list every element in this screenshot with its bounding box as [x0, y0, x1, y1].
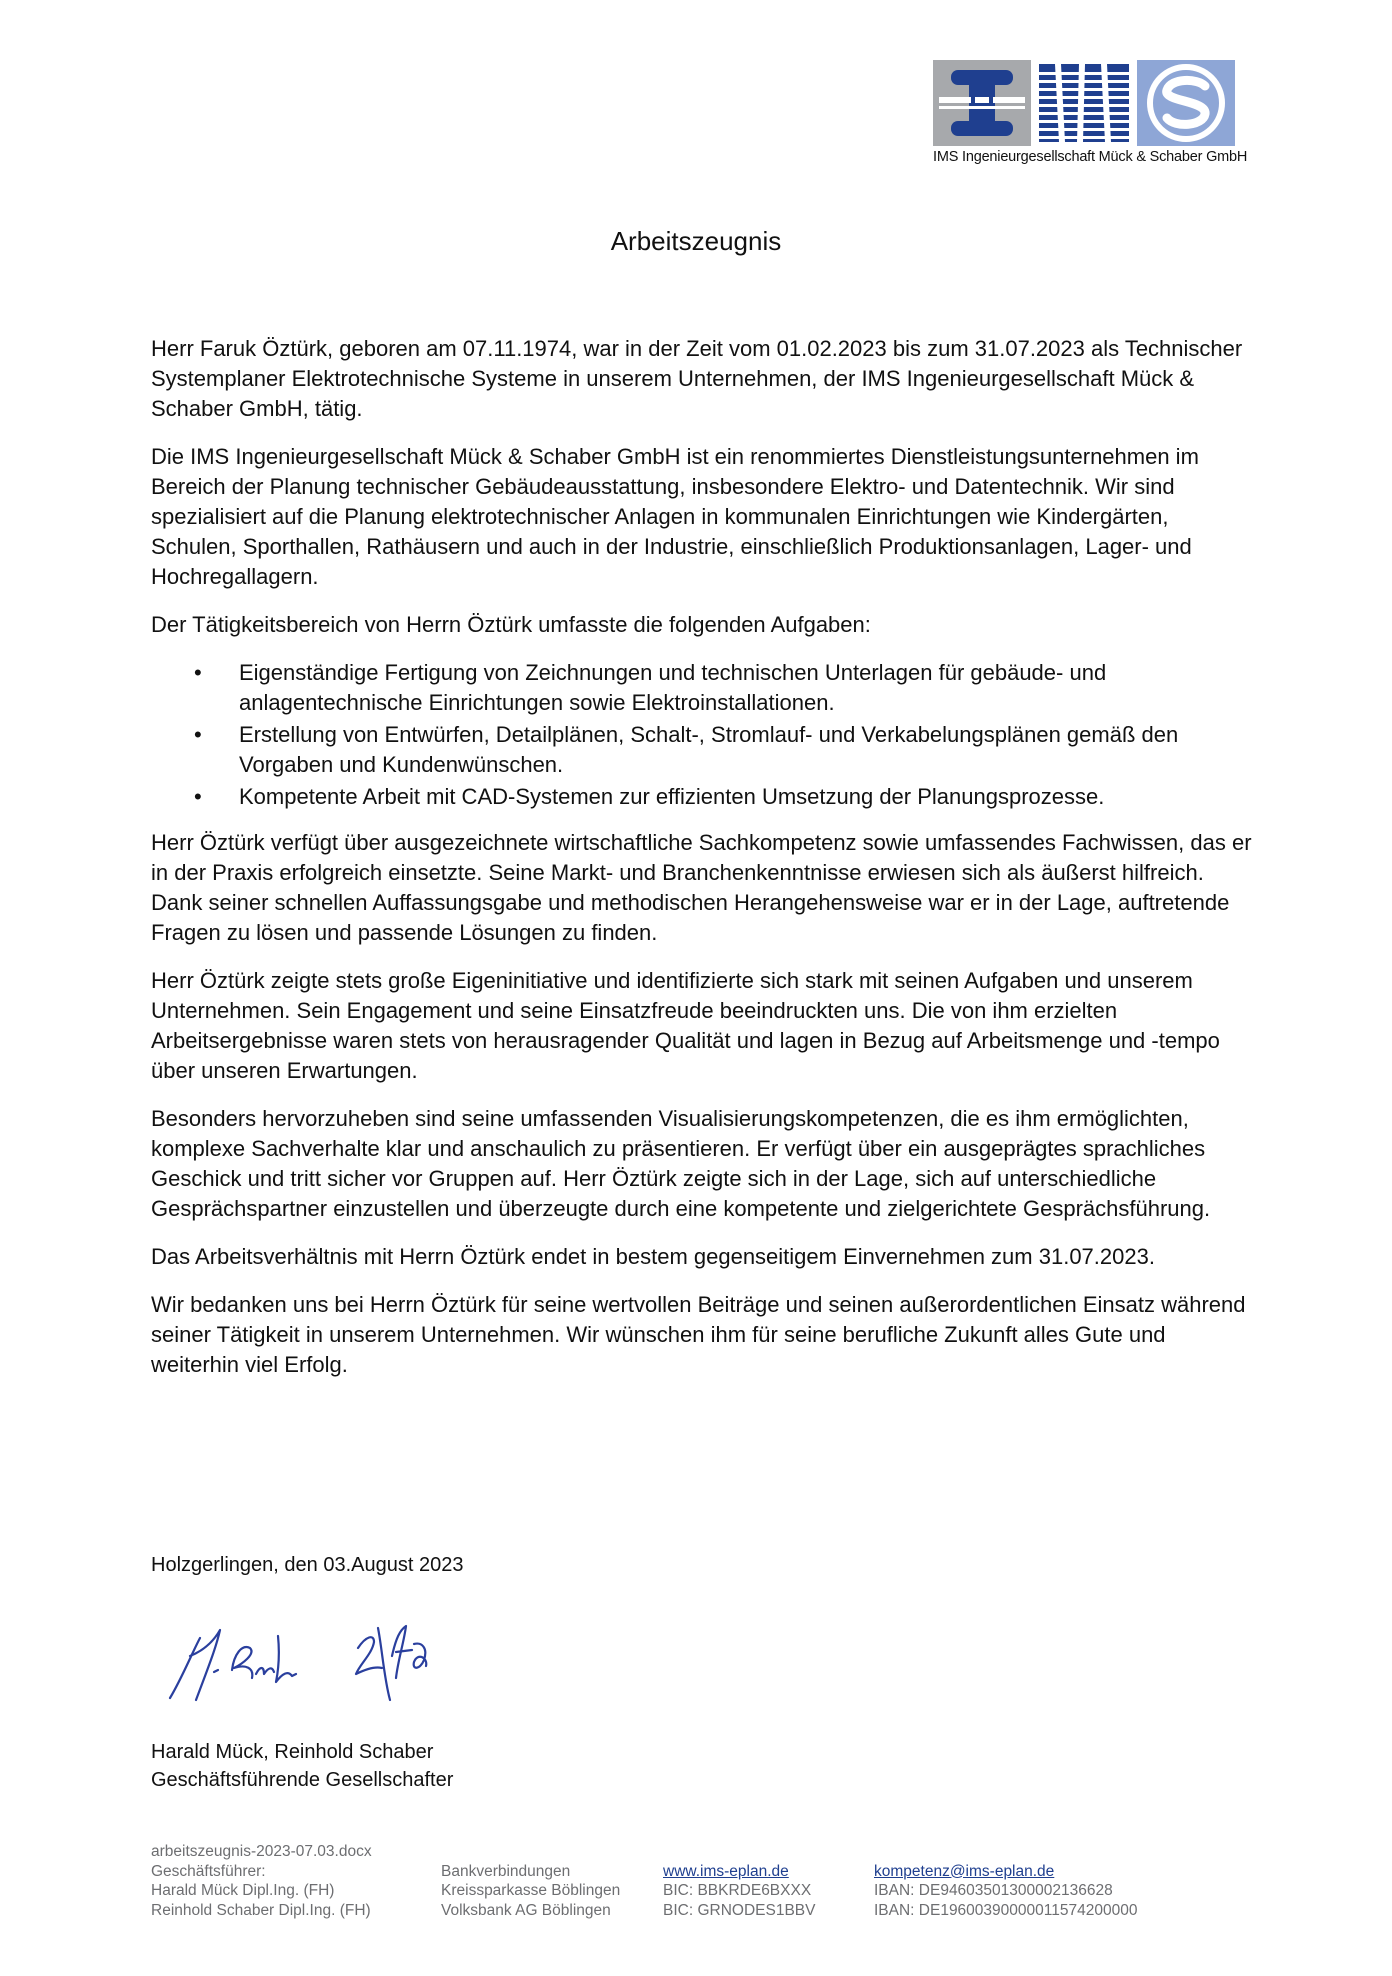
footer-management-heading: Geschäftsführer:: [151, 1862, 266, 1880]
list-item: • Eigenständige Fertigung von Zeichnungen und technischen Unterlagen für gebäude- und anlagentechnische Einrichtungen sowie Elektroinstallationen.: [239, 658, 1256, 718]
ims-letter-m-logo-tile: [1035, 60, 1133, 146]
signer-role: Geschäftsführende Gesellschafter: [151, 1769, 454, 1791]
paragraph-company: Die IMS Ingenieurgesellschaft Mück & Schaber GmbH ist ein renommiertes Dienstleistungsunternehmen im Bereich der Planung technischer Gebäudeausstattung, insbesondere Elektro- und Datentechnik. Wir sind spezialisiert auf die Planung elektrotechnischer Anlagen in kommunalen Einrichtungen wie Kindergärten, Schulen, Sporthallen, Rathäusern und auch in der Industrie, einschließlich Produktionsanlagen, Lager- und Hochregallagern.: [151, 444, 1199, 589]
paragraph-tasks-intro: Der Tätigkeitsbereich von Herrn Öztürk umfasste die folgenden Aufgaben:: [151, 612, 871, 637]
list-item: • Erstellung von Entwürfen, Detailplänen, Schalt-, Stromlauf- und Verkabelungsplänen gemäß den Vorgaben und Kundenwünschen.: [239, 720, 1256, 780]
footer-manager-1: Harald Mück Dipl.Ing. (FH): [151, 1882, 335, 1899]
handwritten-signatures: [160, 1608, 500, 1718]
paragraph-termination: Das Arbeitsverhältnis mit Herrn Öztürk endet in bestem gegenseitigem Einvernehmen zum 31.07.2023.: [151, 1244, 1155, 1269]
email-link[interactable]: kompetenz@ims-eplan.de: [874, 1862, 1055, 1880]
ims-letter-s-logo-tile: [1137, 60, 1235, 146]
logo-caption: IMS Ingenieurgesellschaft Mück & Schaber GmbH: [933, 149, 1248, 165]
task-list: [151, 658, 1256, 812]
footer-bic-2: BIC: GRNODES1BBV: [663, 1901, 816, 1919]
footer-iban-1: IBAN: DE94603501300002136628: [874, 1882, 1113, 1899]
document-body: [151, 334, 1256, 1398]
footer-bank-column: [441, 1862, 620, 1921]
signer-names: Harald Mück, Reinhold Schaber: [151, 1741, 434, 1763]
footer-management-column: [151, 1862, 371, 1921]
footer-bic-1: BIC: BBKRDE6BXXX: [663, 1882, 812, 1899]
list-item: • Kompetente Arbeit mit CAD-Systemen zur effizienten Umsetzung der Planungsprozesse.: [239, 782, 1256, 812]
company-logo: [933, 60, 1248, 165]
paragraph-initiative: Herr Öztürk zeigte stets große Eigeninitiative und identifizierte sich stark mit seinen Aufgaben und unserem Unternehmen. Sein Engagement und seine Einsatzfreude beeindruckten uns. Die von ihm erzielten Arbeitsergebnisse waren stets von herausragender Qualität und lagen in Bezug auf Arbeitsmenge und -tempo über unseren Erwartungen.: [151, 968, 1220, 1083]
paragraph-visualisation: Besonders hervorzuheben sind seine umfassenden Visualisierungskompetenzen, die es ihm ermöglichten, komplexe Sachverhalte klar und anschaulich zu präsentieren. Er verfügt über ein ausgeprägtes sprachliches Geschick und tritt sicher vor Gruppen auf. Herr Öztürk zeigte sich in der Lage, sich auf unterschiedliche Gesprächspartner einzustellen und überzeugte durch eine kompetente und zielgerichtete Gesprächsführung.: [151, 1106, 1211, 1221]
footer-bank-heading: Bankverbindungen: [441, 1862, 571, 1880]
footer-manager-2: Reinhold Schaber Dipl.Ing. (FH): [151, 1901, 371, 1919]
paragraph-closing: Wir bedanken uns bei Herrn Öztürk für seine wertvollen Beiträge und seinen außerordentlichen Einsatz während seiner Tätigkeit in unserem Unternehmen. Wir wünschen ihm für seine berufliche Zukunft alles Gute und weiterhin viel Erfolg.: [151, 1292, 1246, 1377]
website-link[interactable]: www.ims-eplan.de: [663, 1862, 789, 1880]
document-title: Arbeitszeugnis: [610, 226, 782, 256]
place-date: Holzgerlingen, den 03.August 2023: [151, 1554, 464, 1576]
footer-filename: arbeitszeugnis-2023-07.03.docx: [151, 1843, 372, 1860]
footer-web-bic-column: [663, 1862, 815, 1921]
paragraph-intro: Herr Faruk Öztürk, geboren am 07.11.1974, war in der Zeit vom 01.02.2023 bis zum 31.07.2023 als Technischer Systemplaner Elektrotechnische Systeme in unserem Unternehmen, der IMS Ingenieurgesellschaft Mück & Schaber GmbH, tätig.: [151, 336, 1243, 421]
ims-letter-i-logo-tile: [933, 60, 1031, 146]
paragraph-competence: Herr Öztürk verfügt über ausgezeichnete wirtschaftliche Sachkompetenz sowie umfassendes Fachwissen, das er in der Praxis erfolgreich einsetzte. Seine Markt- und Branchenkenntnisse erwiesen sich als äußerst hilfreich. Dank seiner schnellen Auffassungsgabe und methodischen Herangehensweise war er in der Lage, auftretende Fragen zu lösen und passende Lösungen zu finden.: [151, 830, 1252, 945]
footer-bank-1: Kreissparkasse Böblingen: [441, 1882, 621, 1899]
footer-iban-2: IBAN: DE19600390000011574200000: [874, 1901, 1138, 1919]
signer-block: [151, 1738, 453, 1794]
footer-bank-2: Volksbank AG Böblingen: [441, 1901, 611, 1919]
footer-email-iban-column: [874, 1862, 1137, 1921]
